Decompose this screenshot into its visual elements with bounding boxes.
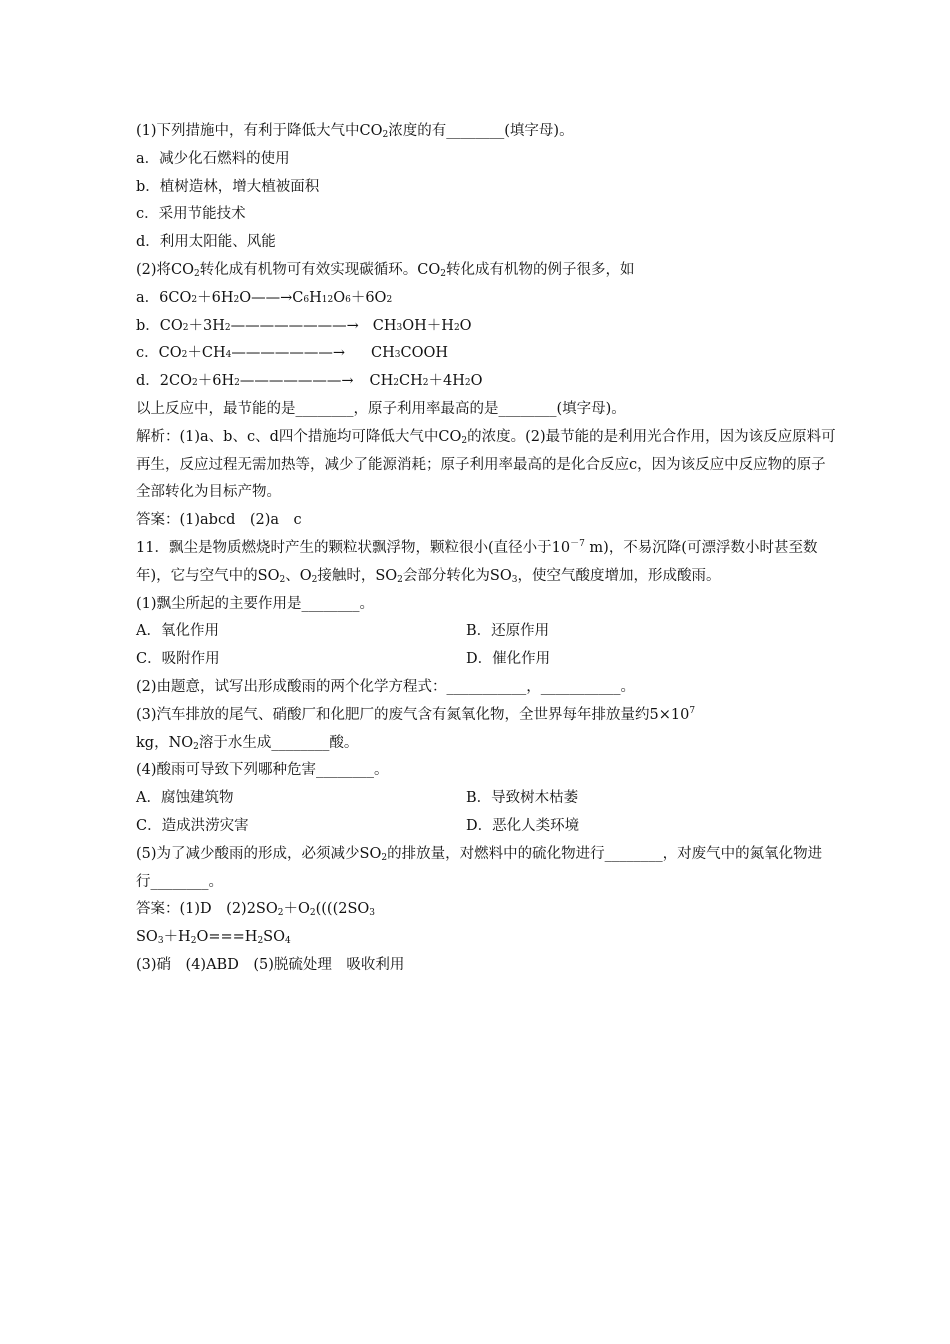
q11-option-C: C．吸附作用	[136, 651, 220, 668]
reaction-b: b．CO 2 ＋3H 2 ————————→ CH 3 OH＋H 2 O	[136, 313, 836, 341]
q10-part2: (2)将$CO_2$转化成有机物可有效实现碳循环。$CO_2$转化成有机物的例子很多，如	[136, 261, 635, 279]
q10-option-d: d．利用太阳能、风能	[136, 234, 276, 251]
q11-p4-option-C: C．造成洪涝灾害	[136, 817, 249, 834]
q11-part3: (3)汽车排放的尾气、硝酸厂和化肥厂的废气含有氮氧化物，全世界每年排放量约$5\times 10^7$ kg，$NO_2$溶于水生成________酸。	[136, 705, 696, 752]
reaction-c: c．CO 2 ＋CH 4 ———————→ CH 3 COOH	[136, 340, 836, 368]
reaction-arrow: ———————→	[239, 373, 354, 390]
q11-answer-line2: $SO_3+H_2O===H_2SO_4$	[136, 929, 291, 947]
q11-part4: (4)酸雨可导致下列哪种危害________。	[136, 762, 389, 779]
q10-answer: 答案：(1)abcd (2)a c	[136, 512, 302, 529]
q11-part4-options-2	[136, 813, 836, 841]
reaction-a: a．6CO 2 ＋6H 2 O ——→ C 6 H 12 O 6 ＋6O 2	[136, 285, 836, 313]
q11-part5: (5)为了减少酸雨的形成，必须减少$SO_2$的排放量，对燃料中的硫化物进行________，对废气中的氮氧化物进行________。	[136, 845, 823, 890]
reaction-arrow: ————————→	[230, 317, 359, 334]
q11-p4-option-A: A．腐蚀建筑物	[136, 790, 234, 807]
q11-option-D: D．催化作用	[466, 651, 551, 668]
q10-part1: (1)下列措施中，有利于降低大气中$CO_2$浓度的有________(填字母)。	[136, 123, 574, 140]
q11-part2: (2)由题意，试写出形成酸雨的两个化学方程式：___________，___________。	[136, 678, 636, 695]
reaction-arrow: ——→	[251, 289, 293, 306]
q11-part1: (1)飘尘所起的主要作用是________。	[136, 595, 375, 612]
q10-option-a: a．减少化石燃料的使用	[136, 150, 290, 167]
q10-analysis: 解析：(1)a、b、c、d四个措施均可降低大气中$CO_2$的浓度。(2)最节能的是利用光合作用，因为该反应原料可再生，反应过程无需加热等，减少了能源消耗；原子利用率最高的是化合反应c，因为该反应中反应物的原子全部转化为目标产物。	[136, 428, 836, 501]
q11-part1-options-2	[136, 646, 836, 674]
q11-p4-option-B: B．导致树木枯萎	[466, 790, 579, 807]
q11-intro: 11．飘尘是物质燃烧时产生的颗粒状飘浮物，颗粒很小(直径小于$10^{-7}$ m)，不易沉降(可漂浮数小时甚至数年)，它与空气中的$SO_2$、$O_2$接触时，$SO_2$会部分转化为$SO_3$，使空气酸度增加，形成酸雨。	[136, 538, 818, 585]
q10-option-c: c．采用节能技术	[136, 206, 246, 223]
q11-part1-options	[136, 618, 836, 646]
q11-part4-options	[136, 785, 836, 813]
q11-p4-option-D: D．恶化人类环境	[466, 817, 580, 834]
document-page	[136, 118, 836, 980]
reaction-arrow: ———————→	[231, 345, 345, 362]
q11-answer-line1: 答案：(1)D $(2)2SO_2+O_2((((2SO_3$	[136, 901, 376, 919]
q10-option-b: b．植树造林，增大植被面积	[136, 178, 320, 195]
q11-option-A: A．氧化作用	[136, 623, 219, 640]
q11-answer-line3: (3)硝 (4)ABD (5)脱硫处理 吸收利用	[136, 956, 405, 973]
q10-question-tail: 以上反应中，最节能的是________，原子利用率最高的是________(填字母)。	[136, 400, 626, 417]
q11-option-B: B．还原作用	[466, 623, 550, 640]
reaction-d: d．2CO 2 ＋6H 2 ———————→ CH 2 CH 2 ＋4H 2 O	[136, 368, 836, 396]
